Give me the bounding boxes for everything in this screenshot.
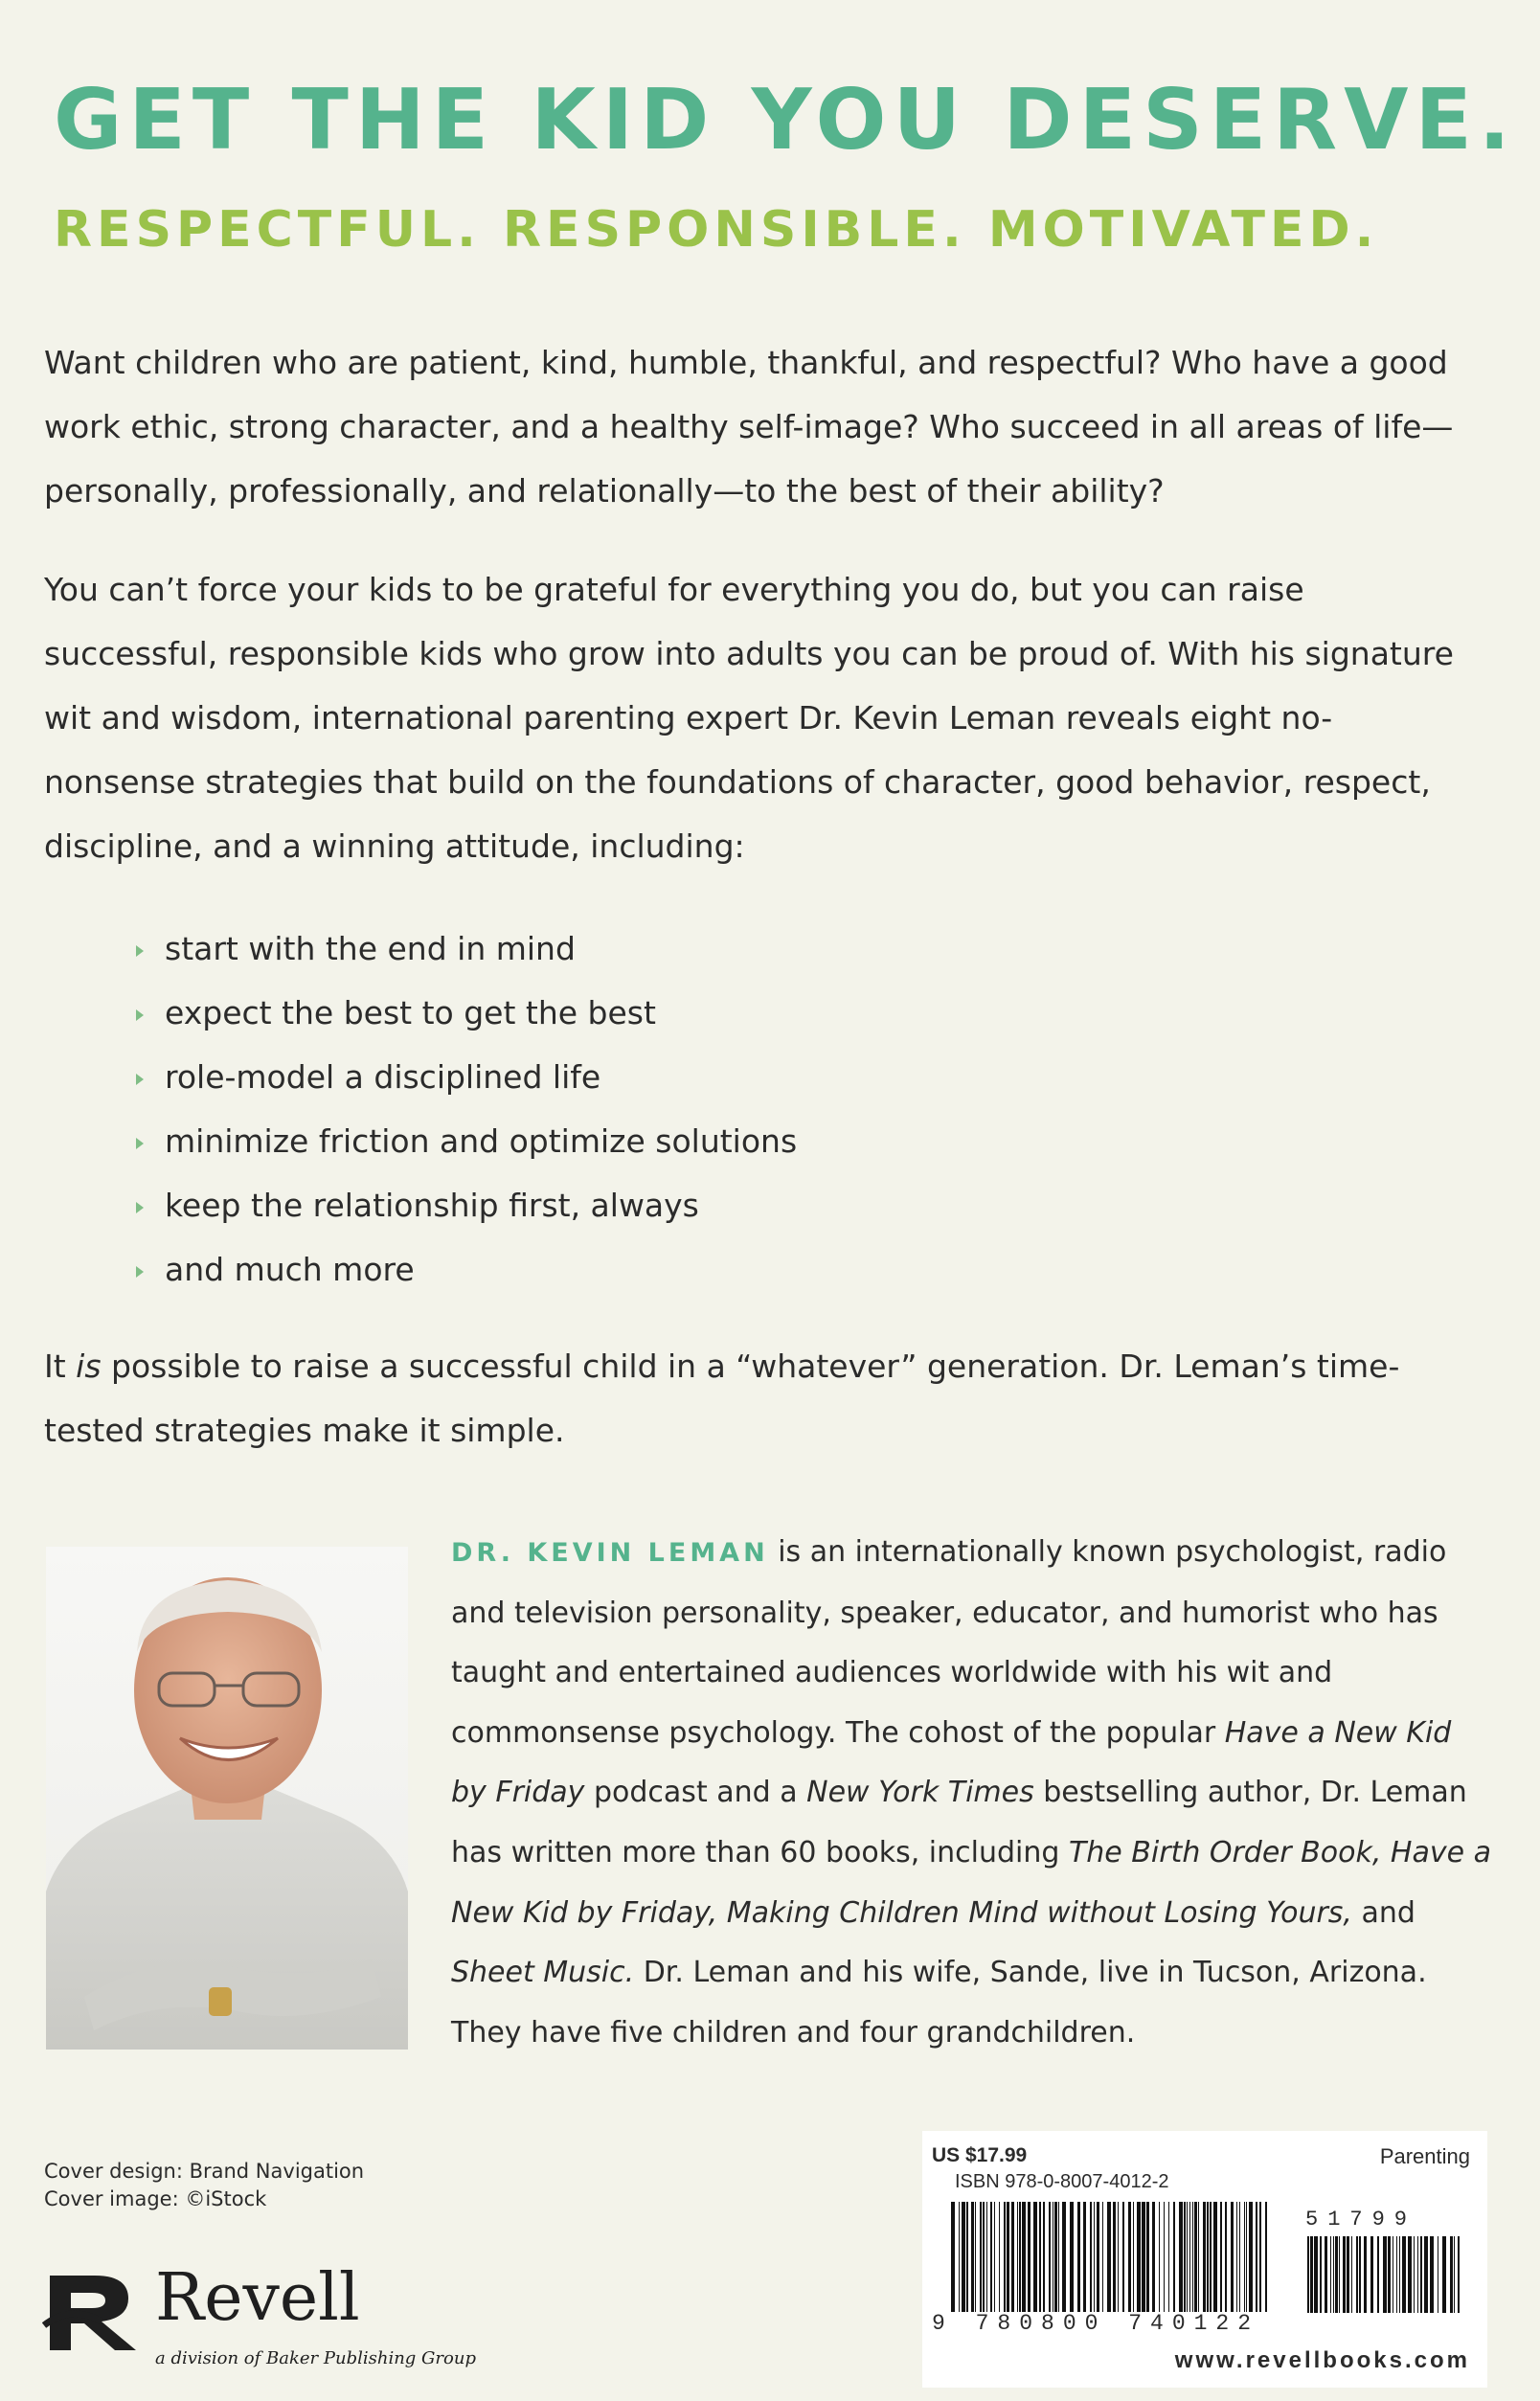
barcode-bar bbox=[1077, 2202, 1080, 2312]
addon-digits: 51799 bbox=[1305, 2208, 1417, 2231]
barcode-bar bbox=[1399, 2236, 1400, 2313]
barcode-bar bbox=[1383, 2236, 1387, 2313]
barcode-bar bbox=[1113, 2202, 1116, 2312]
barcode-bar bbox=[1442, 2236, 1446, 2313]
barcode-bar bbox=[1187, 2202, 1188, 2312]
barcode-bar bbox=[1128, 2202, 1131, 2312]
bullet-arrow-icon bbox=[136, 1074, 144, 1085]
barcode-bar bbox=[1058, 2202, 1059, 2312]
barcode-bar bbox=[1396, 2236, 1397, 2313]
barcode-bar bbox=[1194, 2202, 1197, 2312]
barcode-bar bbox=[1152, 2202, 1155, 2312]
barcode-bar bbox=[1347, 2236, 1349, 2313]
list-item: role-model a disciplined life bbox=[132, 1045, 1090, 1109]
bullet-arrow-icon bbox=[136, 1138, 144, 1149]
publisher-name: Revell bbox=[155, 2260, 360, 2336]
barcode-bar bbox=[1179, 2202, 1183, 2312]
barcode-bar bbox=[1203, 2202, 1206, 2312]
barcode-bar bbox=[1210, 2202, 1212, 2312]
bullet-arrow-icon bbox=[136, 1009, 144, 1021]
barcode-bar bbox=[1164, 2202, 1165, 2312]
barcode-bar bbox=[1330, 2236, 1331, 2313]
list-item: minimize friction and optimize solutions bbox=[132, 1109, 1090, 1173]
barcode-bar bbox=[1388, 2236, 1391, 2313]
barcode-bar bbox=[1168, 2202, 1169, 2312]
bullet-arrow-icon bbox=[136, 1202, 144, 1213]
barcode-bar bbox=[975, 2202, 976, 2312]
barcode-bar bbox=[1043, 2202, 1045, 2312]
list-item: keep the relationship first, always bbox=[132, 1173, 1090, 1237]
list-item: expect the best to get the best bbox=[132, 981, 1090, 1045]
barcode-bar bbox=[1310, 2236, 1313, 2313]
barcode-bar bbox=[1039, 2202, 1041, 2312]
barcode-bar bbox=[1244, 2202, 1245, 2312]
barcode-bar bbox=[1011, 2202, 1014, 2312]
revell-r-icon bbox=[42, 2268, 147, 2354]
barcode-bar bbox=[1225, 2202, 1227, 2312]
barcode-bar bbox=[1207, 2202, 1209, 2312]
barcode-digits: 9 780800 740122 bbox=[932, 2311, 1260, 2336]
author-name: DR. KEVIN LEMAN bbox=[451, 1538, 769, 1568]
list-item: and much more bbox=[132, 1237, 1090, 1302]
barcode-bar bbox=[1017, 2202, 1018, 2312]
barcode-bar bbox=[1314, 2236, 1318, 2313]
barcode-bar bbox=[1192, 2202, 1193, 2312]
barcode-bar bbox=[1083, 2202, 1086, 2312]
barcode-bar bbox=[962, 2202, 965, 2312]
barcode-bar bbox=[1118, 2202, 1119, 2312]
barcode-bar bbox=[1184, 2202, 1186, 2312]
barcode-bar bbox=[1097, 2202, 1099, 2312]
barcode-bar bbox=[1256, 2202, 1257, 2312]
barcode-bar bbox=[1028, 2202, 1030, 2312]
barcode-bar bbox=[1213, 2202, 1217, 2312]
barcode-bar bbox=[1325, 2236, 1327, 2313]
strategies-paragraph: You can’t force your kids to be grateful for everything you do, but you can raise successful, responsible kids who grow into adults you can be proud of. With his signature wit and wisdom, international parenting expert Dr. Kevin Leman reveals eight no-nonsense strategies that build on the foundations of character, good behavior, respect, discipline, and a winning attitude, including: bbox=[44, 571, 1454, 865]
barcode-bar bbox=[1320, 2236, 1322, 2313]
barcode-bar bbox=[1417, 2236, 1418, 2313]
barcode-bar bbox=[1364, 2236, 1367, 2313]
publisher-logo bbox=[42, 2260, 483, 2385]
barcode-bar bbox=[1070, 2202, 1074, 2312]
author-photo bbox=[46, 1547, 408, 2050]
barcode-bar bbox=[1335, 2236, 1338, 2313]
barcode-bar bbox=[1062, 2202, 1066, 2312]
barcode-bar bbox=[1054, 2202, 1057, 2312]
barcode-bar bbox=[1450, 2236, 1453, 2313]
publisher-website: www.revellbooks.com bbox=[1174, 2347, 1470, 2373]
barcode-bar bbox=[1007, 2202, 1009, 2312]
barcode-bar bbox=[1019, 2202, 1021, 2312]
barcode-bar bbox=[1137, 2202, 1141, 2312]
barcode-bar bbox=[1339, 2236, 1340, 2313]
barcode-bar bbox=[980, 2202, 982, 2312]
cover-design-credit: Cover design: Brand Navigation bbox=[44, 2160, 365, 2183]
barcode-bar bbox=[1236, 2202, 1237, 2312]
list-item: start with the end in mind bbox=[132, 917, 1090, 981]
author-portrait-icon bbox=[46, 1547, 408, 2050]
barcode-bar bbox=[1022, 2202, 1026, 2312]
strategy-list bbox=[132, 917, 1090, 1302]
barcode-bar bbox=[1359, 2236, 1361, 2313]
barcode-panel bbox=[922, 2131, 1487, 2388]
barcode-bar bbox=[1090, 2202, 1092, 2312]
barcode-bar bbox=[1049, 2202, 1051, 2312]
barcode-bar bbox=[1265, 2202, 1267, 2312]
barcode-bar bbox=[1377, 2236, 1379, 2313]
barcode-bar bbox=[1107, 2202, 1111, 2312]
isbn-label: ISBN 978-0-8007-4012-2 bbox=[955, 2171, 1169, 2192]
barcode-bar bbox=[983, 2202, 985, 2312]
barcode-bar bbox=[1220, 2202, 1222, 2312]
barcode-bar bbox=[1231, 2202, 1234, 2312]
barcode-bar bbox=[1370, 2236, 1373, 2313]
barcode-bar bbox=[1343, 2236, 1346, 2313]
price-label: US $17.99 bbox=[932, 2144, 1028, 2166]
barcode-bar bbox=[1430, 2236, 1434, 2313]
barcode-bar bbox=[1414, 2236, 1415, 2313]
barcode-bar bbox=[1351, 2236, 1352, 2313]
barcode-bar bbox=[1004, 2202, 1006, 2312]
barcode-bar bbox=[1142, 2202, 1145, 2312]
barcode-bar bbox=[1173, 2202, 1175, 2312]
barcode-bar bbox=[986, 2202, 987, 2312]
barcode-bar bbox=[990, 2202, 992, 2312]
cover-credits bbox=[44, 2158, 364, 2213]
barcode-bar bbox=[1094, 2202, 1095, 2312]
category-label: Parenting bbox=[1379, 2144, 1470, 2168]
barcode-bar bbox=[1249, 2202, 1253, 2312]
barcode-bar bbox=[1239, 2202, 1240, 2312]
barcode-bar bbox=[1408, 2236, 1412, 2313]
addon-barcode-icon bbox=[1307, 2236, 1461, 2313]
barcode-icon bbox=[951, 2202, 1267, 2312]
barcode-bar bbox=[1159, 2202, 1160, 2312]
barcode-bar bbox=[1420, 2236, 1422, 2313]
barcode-bar bbox=[1189, 2202, 1190, 2312]
bullet-arrow-icon bbox=[136, 945, 144, 957]
bullet-arrow-icon bbox=[136, 1266, 144, 1278]
barcode-bar bbox=[1198, 2202, 1199, 2312]
barcode-bar bbox=[951, 2202, 955, 2312]
barcode-bar bbox=[994, 2202, 995, 2312]
barcode-bar bbox=[999, 2202, 1000, 2312]
barcode-bar bbox=[1133, 2202, 1134, 2312]
barcode-bar bbox=[1122, 2202, 1124, 2312]
barcode-bar bbox=[971, 2202, 974, 2312]
barcode-bar bbox=[1033, 2202, 1037, 2312]
barcode-bar bbox=[1146, 2202, 1149, 2312]
barcode-bar bbox=[1259, 2202, 1261, 2312]
barcode-bar bbox=[1424, 2236, 1428, 2313]
barcode-bar bbox=[1356, 2236, 1358, 2313]
barcode-bar bbox=[1454, 2236, 1455, 2313]
barcode-bar bbox=[1458, 2236, 1460, 2313]
barcode-bar bbox=[1102, 2202, 1103, 2312]
author-bio: DR. KEVIN LEMAN is an internationally known psychologist, radio and television personality, speaker, educator, and humorist who has taught and entertained audiences worldwide with his wit and commonsense psychology. The cohost of the popular Have a New Kid by Friday podcast and a New York Times bestselling author, Dr. Leman has written more than 60 books, including The Birth Order Book, Have a New Kid by Friday, Making Children Mind without Losing Yours, and Sheet Music. Dr. Leman and his wife, Sande, live in Tucson, Arizona. They have five children and four grandchildren. bbox=[451, 1535, 1491, 2050]
barcode-bar bbox=[1246, 2202, 1247, 2312]
publisher-division: a division of Baker Publishing Group bbox=[155, 2348, 476, 2368]
intro-paragraph: Want children who are patient, kind, humble, thankful, and respectful? Who have a good work ethic, strong character, and a healthy self-image? Who succeed in all areas of life—personally, professionally, and relationally—to the best of their ability? bbox=[44, 344, 1454, 510]
cover-image-credit: Cover image: ©iStock bbox=[44, 2187, 267, 2210]
barcode-bar bbox=[1333, 2236, 1334, 2313]
headline: GET THE KID YOU DESERVE. bbox=[54, 71, 1517, 169]
barcode-bar bbox=[1402, 2236, 1406, 2313]
barcode-bar bbox=[1307, 2236, 1309, 2313]
barcode-bar bbox=[959, 2202, 960, 2312]
subheadline: RESPECTFUL. RESPONSIBLE. MOTIVATED. bbox=[54, 201, 1379, 259]
barcode-bar bbox=[966, 2202, 968, 2312]
closing-paragraph: It is possible to raise a successful child in a “whatever” generation. Dr. Leman’s time-tested strategies make it simple. bbox=[44, 1348, 1400, 1449]
